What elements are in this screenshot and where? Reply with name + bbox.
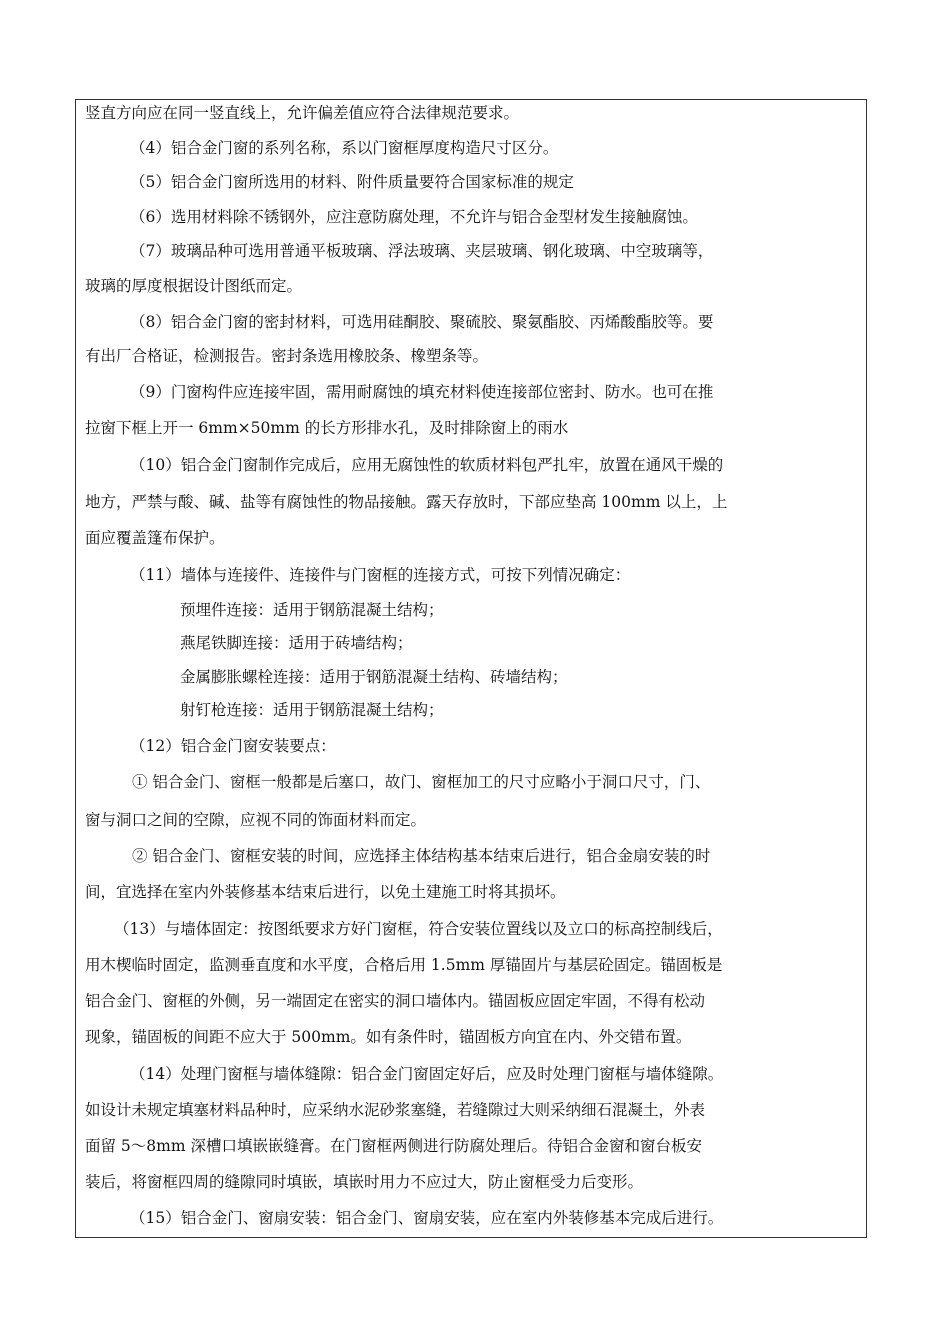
text-line: （11）墙体与连接件、连接件与门窗框的连接方式，可按下列情况确定： — [130, 566, 631, 584]
text-line: 面留 5～8mm 深槽口填嵌嵌缝膏。在门窗框两侧进行防腐处理后。待铝合金窗和窗台板安 — [85, 1137, 702, 1155]
text-line: 装后，将窗框四周的缝隙同时填嵌，填嵌时用力不应过大，防止窗框受力后变形。 — [85, 1173, 644, 1191]
text-line: （13）与墙体固定：按图纸要求方好门窗框，符合安装位置线以及立口的标高控制线后， — [114, 920, 723, 938]
text-line: （5）铝合金门窗所选用的材料、附件质量要符合国家标准的规定 — [130, 173, 574, 191]
text-line: 地方，严禁与酸、碱、盐等有腐蚀性的物品接触。露天存放时，下部应垫高 100mm 以上，上 — [85, 493, 728, 511]
text-line: 燕尾铁脚连接：适用于砖墙结构； — [180, 634, 413, 652]
text-line: 铝合金门、窗框的外侧，另一端固定在密实的洞口墙体内。锚固板应固定牢固，不得有松动 — [85, 992, 706, 1010]
text-line: 窗与洞口之间的空隙，应视不同的饰面材料而定。 — [85, 811, 427, 829]
text-line: 间，宜选择在室内外装修基本结束后进行，以免土建施工时将其损坏。 — [85, 883, 566, 901]
text-line: （12）铝合金门窗安装要点： — [130, 737, 336, 755]
text-line: 预埋件连接：适用于钢筋混凝土结构； — [180, 601, 444, 619]
text-line: （7）玻璃品种可选用普通平板玻璃、浮法玻璃、夹层玻璃、钢化玻璃、中空玻璃等， — [130, 242, 714, 260]
text-line: （6）选用材料除不锈钢外，应注意防腐处理，不允许与铝合金型材发生接触腐蚀。 — [130, 208, 698, 226]
text-line: （10）铝合金门窗制作完成后，应用无腐蚀性的软质材料包严扎牢，放置在通风干燥的 — [130, 456, 724, 474]
text-line: 如设计未规定填塞材料品种时，应采纳水泥砂浆塞缝，若缝隙过大则采纳细石混凝土，外表 — [85, 1101, 706, 1119]
text-line: 拉窗下框上开一 6mm×50mm 的长方形排水孔，及时排除窗上的雨水 — [85, 419, 569, 437]
text-line: 用木楔临时固定，监测垂直度和水平度，合格后用 1.5mm 厚锚固片与基层砼固定。锚固板是 — [85, 956, 723, 974]
text-line: 面应覆盖篷布保护。 — [85, 529, 225, 547]
text-line: （14）处理门窗框与墙体缝隙：铝合金门窗固定好后，应及时处理门窗框与墙体缝隙。 — [130, 1065, 724, 1083]
text-line: 竖直方向应在同一竖直线上，允许偏差值应符合法律规范要求。 — [85, 104, 520, 122]
text-line: （8）铝合金门窗的密封材料，可选用硅酮胶、聚硫胶、聚氨酯胶、丙烯酸酯胶等。要 — [130, 313, 714, 331]
text-line: 玻璃的厚度根据设计图纸而定。 — [85, 277, 303, 295]
text-line: 射钉枪连接：适用于钢筋混凝土结构； — [180, 701, 444, 719]
text-line: （15）铝合金门、窗扇安装：铝合金门、窗扇安装，应在室内外装修基本完成后进行。 — [130, 1209, 724, 1227]
text-line: （4）铝合金门窗的系列名称，系以门窗框厚度构造尺寸区分。 — [130, 139, 559, 157]
text-line: 金属膨胀螺栓连接：适用于钢筋混凝土结构、砖墙结构； — [180, 668, 568, 686]
text-line: （9）门窗构件应连接牢固，需用耐腐蚀的填充材料使连接部位密封、防水。也可在推 — [130, 383, 714, 401]
text-line: 现象，锚固板的间距不应大于 500mm。如有条件时，锚固板方向宜在内、外交错布置。 — [85, 1028, 692, 1046]
text-line: ① 铝合金门、窗框一般都是后塞口，故门、窗框加工的尺寸应略小于洞口尺寸，门、 — [132, 773, 711, 791]
text-line: 有出厂合格证，检测报告。密封条选用橡胶条、橡塑条等。 — [85, 347, 489, 365]
text-line: ② 铝合金门、窗框安装的时间，应选择主体结构基本结束后进行，铝合金扇安装的时 — [132, 847, 711, 865]
